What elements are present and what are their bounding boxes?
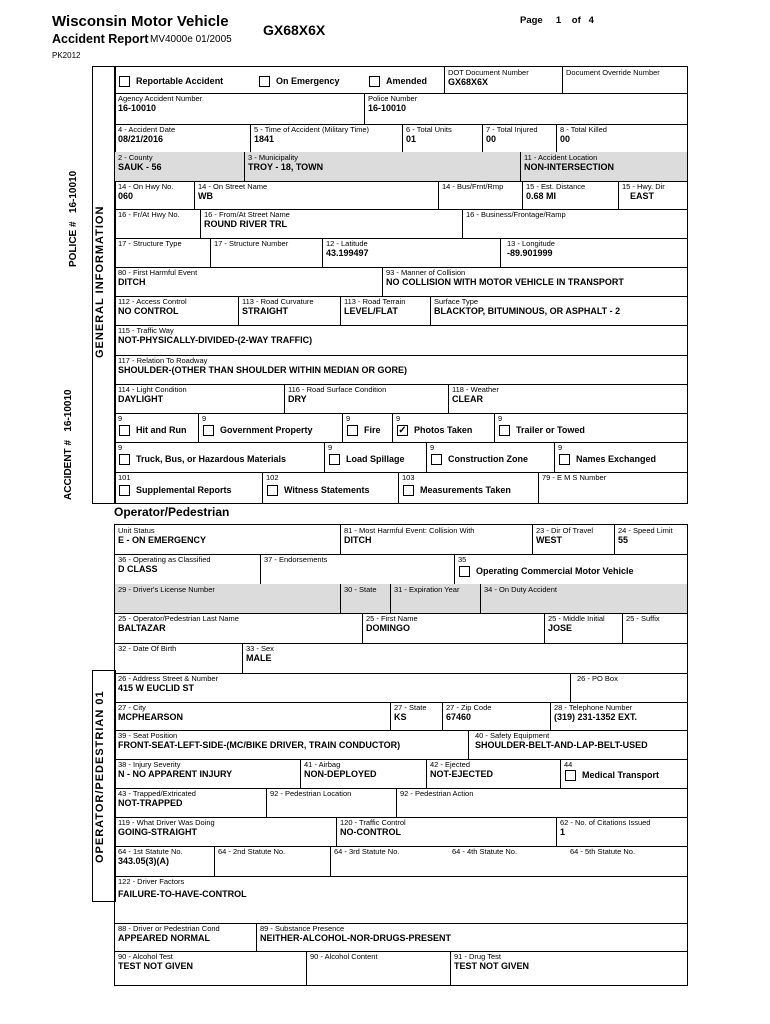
driver-doing-label: 119 - What Driver Was Doing [118, 818, 215, 827]
accident-time-label: 5 - Time of Accident (Military Time) [254, 125, 370, 134]
police-number-value: 16-10010 [368, 103, 407, 113]
airbag-label: 41 - Airbag [304, 760, 341, 769]
most-harmful-value: DITCH [344, 535, 372, 545]
longitude-value: -89.901999 [507, 248, 553, 258]
statute-5-label: 64 - 5th Statute No. [570, 847, 636, 856]
operating-class-value: D CLASS [118, 564, 158, 574]
truck-bus-hazmat-checkbox[interactable] [119, 454, 130, 465]
on-hwy-value: 060 [118, 191, 134, 201]
manner-collision-value: NO COLLISION WITH MOTOR VEHICLE IN TRANSPORT [386, 277, 624, 287]
fire-label: Fire [364, 425, 381, 435]
field-number-9: 9 [430, 443, 435, 452]
citations-label: 62 - No. of Citations Issued [560, 818, 651, 827]
document-id: GX68X6X [263, 22, 326, 38]
alcohol-test-label: 90 - Alcohol Test [118, 952, 173, 961]
row-report-flags [115, 67, 687, 94]
statute-4-label: 64 - 4th Statute No. [452, 847, 518, 856]
accident-location-label: 11 - Accident Location [524, 153, 598, 162]
dot-number-label: DOT Document Number [448, 68, 529, 77]
surface-type-value: BLACKTOP, BITUMINOUS, OR ASPHALT - 2 [434, 306, 621, 316]
page-total: 4 [588, 15, 594, 26]
light-condition-value: DAYLIGHT [118, 394, 164, 404]
first-harmful-event-value: DITCH [118, 277, 146, 287]
substance-label: 89 - Substance Presence [260, 924, 345, 933]
cmv-label: Operating Commercial Motor Vehicle [476, 566, 634, 576]
form-title: Wisconsin Motor Vehicle [52, 13, 229, 30]
row-flags-2 [115, 442, 687, 473]
address-label: 26 - Address Street & Number [118, 674, 219, 683]
from-street-label: 16 - From/At Street Name [204, 210, 290, 219]
statute-2-label: 64 - 2nd Statute No. [218, 847, 286, 856]
row-date [115, 124, 687, 153]
field-number-9: 9 [396, 414, 401, 423]
total-injured-value: 00 [486, 134, 497, 144]
page-of-label: of [571, 15, 581, 26]
ejected-label: 42 - Ejected [430, 760, 471, 769]
row-structure [115, 238, 687, 268]
sex-label: 33 - Sex [246, 644, 274, 653]
form-number: MV4000e 01/2005 [150, 34, 232, 45]
longitude-label: 13 - Longitude [507, 239, 555, 248]
est-distance-label: 15 - Est. Distance [526, 182, 586, 191]
field-number-9: 9 [118, 414, 123, 423]
sex-value: MALE [246, 653, 272, 663]
alcohol-content-label: 90 - Alcohol Content [310, 952, 378, 961]
medical-transport-label: Medical Transport [582, 770, 660, 780]
relation-roadway-value: SHOULDER-(OTHER THAN SHOULDER WITHIN MEDIAN OR GORE) [118, 365, 407, 375]
hwy-dir-label: 15 - Hwy. Dir [622, 182, 665, 191]
hwy-dir-value: EAST [630, 191, 655, 201]
address-value: 415 W EUCLID ST [118, 683, 195, 693]
road-terrain-value: LEVEL/FLAT [344, 306, 398, 316]
telephone-label: 28 - Telephone Number [554, 703, 633, 712]
field-number-9: 9 [498, 414, 503, 423]
county-value: SAUK - 56 [118, 162, 162, 172]
row-dob [115, 643, 687, 674]
driver-cond-label: 88 - Driver or Pedestrian Cond [118, 924, 220, 933]
accident-date-label: 4 - Accident Date [118, 125, 176, 134]
construction-zone-checkbox[interactable] [431, 454, 442, 465]
row-county [115, 152, 687, 182]
driver-cond-value: APPEARED NORMAL [118, 933, 211, 943]
row-injury [115, 759, 687, 789]
statute-1-value: 343.05(3)(A) [118, 856, 170, 866]
row-traffic-way [115, 325, 687, 356]
on-duty-label: 34 - On Duty Accident [484, 585, 557, 594]
drug-test-label: 91 - Drug Test [454, 952, 501, 961]
drug-test-value: TEST NOT GIVEN [454, 961, 530, 971]
agency-number-value: 16-10010 [118, 103, 157, 113]
field-number-9: 9 [202, 414, 207, 423]
witness-statements-checkbox[interactable] [267, 485, 278, 496]
expiration-year-label: 31 - Expiration Year [394, 585, 460, 594]
page-indicator [520, 15, 594, 26]
traffic-control-label: 120 - Traffic Control [340, 818, 406, 827]
names-exchanged-checkbox[interactable] [559, 454, 570, 465]
field-number-35: 35 [458, 555, 467, 564]
from-street-value: ROUND RIVER TRL [204, 219, 287, 229]
operator-form [114, 524, 688, 986]
operating-class-label: 36 - Operating as Classified [118, 555, 211, 564]
on-street-value: WB [198, 191, 213, 201]
road-curvature-value: STRAIGHT [242, 306, 288, 316]
license-number-label: 29 - Driver's License Number [118, 585, 215, 594]
accident-date-value: 08/21/2016 [118, 134, 164, 144]
dot-number-value: GX68X6X [448, 77, 489, 87]
row-driver-cond [115, 923, 687, 952]
form-subtitle: Accident Report [52, 32, 149, 46]
load-spillage-label: Load Spillage [346, 454, 405, 464]
trapped-value: NOT-TRAPPED [118, 798, 183, 808]
substance-value: NEITHER-ALCOHOL-NOR-DRUGS-PRESENT [260, 933, 451, 943]
seat-position-label: 39 - Seat Position [118, 731, 178, 740]
reportable-checkbox[interactable] [119, 76, 130, 87]
police-side-label: POLICE # [68, 221, 79, 267]
state-label: 27 - State [394, 703, 427, 712]
page-number: 1 [555, 15, 562, 26]
most-harmful-label: 81 - Most Harmful Event: Collision With [344, 526, 475, 535]
telephone-value: (319) 231-1352 EXT. [554, 712, 638, 722]
bus-frnt-rmp-label: 14 - Bus/Frnt/Rmp [442, 182, 504, 191]
traffic-way-label: 115 - Traffic Way [118, 326, 174, 335]
measurements-taken-checkbox[interactable] [403, 485, 414, 496]
gov-property-checkbox[interactable] [203, 425, 214, 436]
traffic-control-value: NO-CONTROL [340, 827, 401, 837]
load-spillage-checkbox[interactable] [329, 454, 340, 465]
zip-code-value: 67460 [446, 712, 472, 722]
field-number-103: 103 [402, 473, 415, 482]
first-name-label: 25 - First Name [366, 614, 418, 623]
row-flags-1 [115, 413, 687, 443]
ejected-value: NOT-EJECTED [430, 769, 494, 779]
police-number-label: Police Number [368, 94, 418, 103]
municipality-label: 3 - Municipality [248, 153, 299, 162]
row-tests [115, 951, 687, 985]
amended-label: Amended [386, 76, 428, 86]
trailer-towed-checkbox[interactable] [499, 425, 510, 436]
fire-checkbox[interactable] [347, 425, 358, 436]
hit-and-run-label: Hit and Run [136, 425, 187, 435]
road-curvature-label: 113 - Road Curvature [242, 297, 314, 306]
truck-bus-hazmat-label: Truck, Bus, or Hazardous Materials [136, 454, 287, 464]
dir-travel-label: 23 - Dir Of Travel [536, 526, 594, 535]
unit-status-value: E - ON EMERGENCY [118, 535, 207, 545]
trailer-towed-label: Trailer or Towed [516, 425, 585, 435]
row-trapped [115, 788, 687, 818]
field-number-101: 101 [118, 473, 131, 482]
supplemental-reports-label: Supplemental Reports [136, 485, 232, 495]
on-hwy-label: 14 - On Hwy No. [118, 182, 174, 191]
last-name-value: BALTAZAR [118, 623, 166, 633]
license-state-label: 30 - State [344, 585, 377, 594]
field-number-9: 9 [118, 443, 123, 452]
weather-label: 118 - Weather [452, 385, 499, 394]
first-harmful-event-label: 80 - First Harmful Event [118, 268, 198, 277]
driver-factors-value: FAILURE-TO-HAVE-CONTROL [118, 889, 247, 899]
photos-taken-label: Photos Taken [414, 425, 473, 435]
row-doing [115, 817, 687, 847]
seat-position-value: FRONT-SEAT-LEFT-SIDE-(MC/BIKE DRIVER, TRAIN CONDUCTOR) [118, 740, 401, 750]
measurements-taken-label: Measurements Taken [420, 485, 511, 495]
row-road [115, 296, 687, 326]
alcohol-test-value: TEST NOT GIVEN [118, 961, 194, 971]
speed-limit-value: 55 [618, 535, 629, 545]
field-number-9: 9 [328, 443, 333, 452]
access-control-value: NO CONTROL [118, 306, 179, 316]
traffic-way-value: NOT-PHYSICALLY-DIVIDED-(2-WAY TRAFFIC) [118, 335, 313, 345]
structure-type-label: 17 - Structure Type [118, 239, 182, 248]
agency-number-label: Agency Accident Number [118, 94, 203, 103]
emergency-checkbox[interactable] [259, 76, 270, 87]
witness-statements-label: Witness Statements [284, 485, 370, 495]
weather-value: CLEAR [452, 394, 483, 404]
accident-side-label: ACCIDENT # [63, 439, 74, 500]
dob-label: 32 - Date Of Birth [118, 644, 177, 653]
row-license [115, 584, 687, 614]
first-name-value: DOMINGO [366, 623, 410, 633]
row-from-street [115, 209, 687, 239]
dir-travel-value: WEST [536, 535, 562, 545]
structure-number-label: 17 - Structure Number [214, 239, 289, 248]
supplemental-reports-checkbox[interactable] [119, 485, 130, 496]
county-label: 2 - County [118, 153, 153, 162]
names-exchanged-label: Names Exchanged [576, 454, 657, 464]
manner-collision-label: 93 - Manner of Collision [386, 268, 466, 277]
row-harmful-event [115, 267, 687, 297]
row-statutes [115, 846, 687, 877]
total-units-label: 6 - Total Units [406, 125, 452, 134]
ems-number-label: 79 - E M S Number [542, 473, 607, 482]
driver-factors-label: 122 - Driver Factors [118, 877, 185, 886]
hit-and-run-checkbox[interactable] [119, 425, 130, 436]
field-number-102: 102 [266, 473, 279, 482]
state-value: KS [394, 712, 407, 722]
pedestrian-location-label: 92 - Pedestrian Location [270, 789, 352, 798]
surface-type-label: Surface Type [434, 297, 479, 306]
injury-severity-label: 38 - Injury Severity [118, 760, 181, 769]
row-seat [115, 730, 687, 760]
row-city [115, 702, 687, 731]
row-unit-status [115, 525, 687, 555]
endorsements-label: 37 - Endorsements [264, 555, 328, 564]
gov-property-label: Government Property [220, 425, 313, 435]
medical-transport-checkbox[interactable] [565, 770, 576, 781]
pedestrian-action-label: 92 - Pedestrian Action [400, 789, 474, 798]
latitude-value: 43.199497 [326, 248, 369, 258]
trapped-label: 43 - Trapped/Extricated [118, 789, 196, 798]
road-terrain-label: 113 - Road Terrain [344, 297, 406, 306]
general-information-form [114, 66, 688, 504]
municipality-value: TROY - 18, TOWN [248, 162, 324, 172]
page-label: Page [520, 15, 543, 26]
access-control-label: 112 - Access Control [118, 297, 187, 306]
accident-number-side [63, 380, 77, 500]
last-name-label: 25 - Operator/Pedestrian Last Name [118, 614, 239, 623]
total-killed-value: 00 [560, 134, 571, 144]
statute-1-label: 64 - 1st Statute No. [118, 847, 183, 856]
operator-section-title: Operator/Pedestrian [114, 505, 230, 519]
construction-zone-label: Construction Zone [448, 454, 528, 464]
operator-pedestrian-label: OPERATOR/PEDESTRIAN 01 [94, 690, 106, 863]
total-units-value: 01 [406, 134, 417, 144]
police-side-value: 16-10010 [68, 170, 79, 214]
police-number-side [68, 157, 82, 267]
est-distance-value: 0.68 MI [526, 191, 557, 201]
row-conditions [115, 384, 687, 414]
override-number-label: Document Override Number [566, 68, 660, 77]
emergency-label: On Emergency [276, 76, 340, 86]
citations-value: 1 [560, 827, 566, 837]
statute-3-label: 64 - 3rd Statute No. [334, 847, 400, 856]
latitude-label: 12 - Latitude [326, 239, 368, 248]
pk-code: PK2012 [52, 51, 81, 60]
unit-status-label: Unit Status [118, 526, 155, 535]
general-information-label: GENERAL INFORMATION [94, 205, 106, 358]
row-driver-factors [115, 876, 687, 924]
reportable-label: Reportable Accident [136, 76, 224, 86]
road-surface-value: DRY [288, 394, 307, 404]
row-name [115, 613, 687, 644]
relation-roadway-label: 117 - Relation To Roadway [118, 356, 208, 365]
zip-code-label: 27 - Zip Code [446, 703, 492, 712]
injury-severity-value: N - NO APPARENT INJURY [118, 769, 233, 779]
field-number-9: 9 [558, 443, 563, 452]
middle-initial-label: 25 - Middle Initial [548, 614, 605, 623]
safety-equipment-value: SHOULDER-BELT-AND-LAP-BELT-USED [475, 740, 648, 750]
row-highway [115, 181, 687, 210]
middle-initial-value: JOSE [548, 623, 573, 633]
airbag-value: NON-DEPLOYED [304, 769, 377, 779]
row-agency [115, 93, 687, 125]
accident-time-value: 1841 [254, 134, 275, 144]
city-value: MCPHEARSON [118, 712, 184, 722]
po-box-label: 26 - PO Box [577, 674, 618, 683]
amended-checkbox[interactable] [369, 76, 380, 87]
row-address [115, 673, 687, 703]
speed-limit-label: 24 - Speed Limit [618, 526, 673, 535]
field-number-9: 9 [346, 414, 351, 423]
fr-at-hwy-label: 16 - Fr/At Hwy No. [118, 210, 180, 219]
row-classification [115, 554, 687, 585]
cmv-checkbox[interactable] [459, 566, 470, 577]
safety-equipment-label: 40 - Safety Equipment [475, 731, 550, 740]
suffix-label: 25 - Suffix [626, 614, 660, 623]
city-label: 27 - City [118, 703, 146, 712]
accident-location-value: NON-INTERSECTION [524, 162, 614, 172]
on-street-label: 14 - On Street Name [198, 182, 268, 191]
road-surface-label: 116 - Road Surface Condition [288, 385, 387, 394]
photos-taken-checkbox[interactable]: ✓ [398, 425, 407, 437]
total-injured-label: 7 - Total Injured [486, 125, 538, 134]
driver-doing-value: GOING-STRAIGHT [118, 827, 197, 837]
row-flags-3 [115, 472, 687, 503]
light-condition-label: 114 - Light Condition [118, 385, 187, 394]
accident-side-value: 16-10010 [63, 389, 74, 432]
business-frontage-label: 16 - Business/Frontage/Ramp [466, 210, 566, 219]
field-number-44: 44 [564, 760, 573, 769]
total-killed-label: 8 - Total Killed [560, 125, 607, 134]
row-relation [115, 355, 687, 385]
